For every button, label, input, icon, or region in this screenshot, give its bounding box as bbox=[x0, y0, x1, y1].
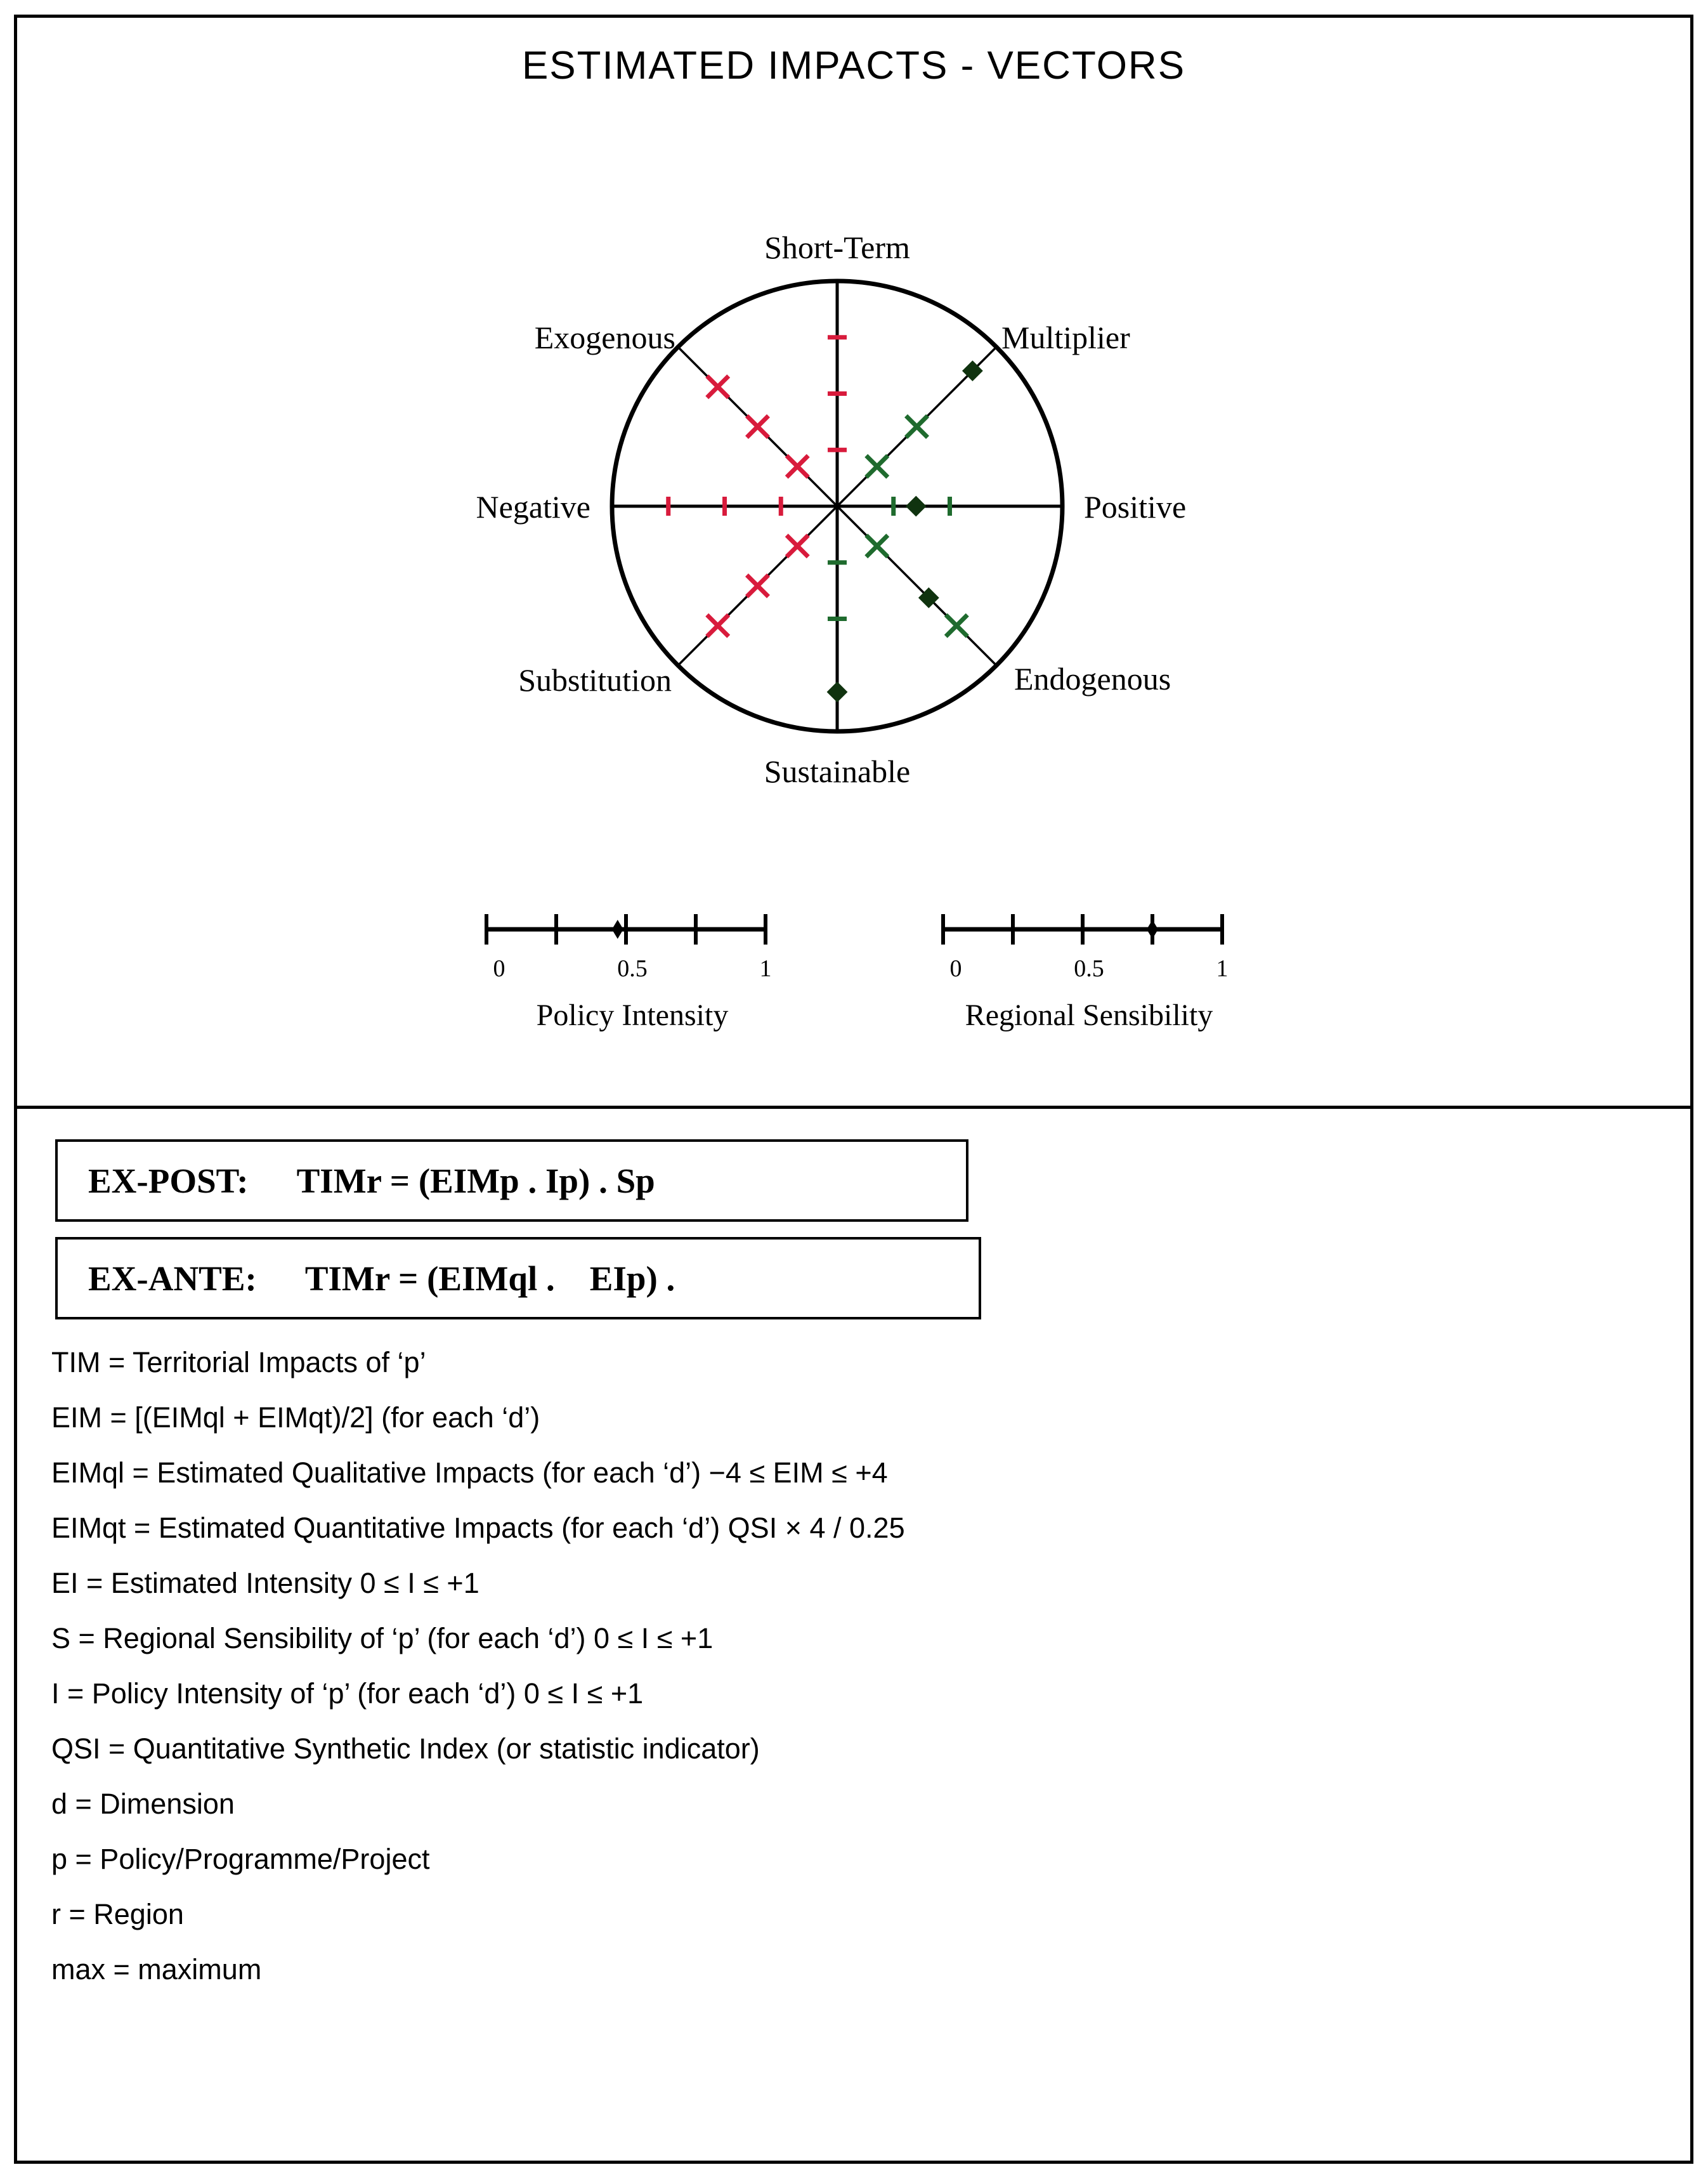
policy-intensity-tick-labels bbox=[486, 955, 778, 984]
value-marker-positive bbox=[906, 497, 925, 516]
definition-item: S = Regional Sensibility of ‘p’ (for each ‘d’) 0 ≤ I ≤ +1 bbox=[51, 1622, 714, 1654]
ex-ante-formula-box bbox=[55, 1237, 981, 1319]
definition-item: EI = Estimated Intensity 0 ≤ I ≤ +1 bbox=[51, 1567, 479, 1599]
definition-item: QSI = Quantitative Synthetic Index (or statistic indicator) bbox=[51, 1732, 760, 1765]
policy-tick-0-5: 0.5 bbox=[617, 955, 648, 982]
scales-row bbox=[17, 903, 1690, 1093]
policy-intensity-caption: Policy Intensity bbox=[536, 998, 729, 1032]
axis-label-sustainable: Sustainable bbox=[764, 754, 911, 789]
definition-item: EIMql = Estimated Qualitative Impacts (for each ‘d’) −4 ≤ EIM ≤ +4 bbox=[51, 1456, 888, 1489]
vector-diagram-panel bbox=[17, 18, 1690, 1109]
definition-item: EIM = [(EIMql + EIMqt)/2] (for each ‘d’) bbox=[51, 1401, 540, 1434]
value-marker-sustainable bbox=[828, 683, 847, 702]
regional-sensibility-scale bbox=[892, 903, 1286, 1033]
definitions-list bbox=[51, 1335, 1690, 1997]
definition-item: EIMqt = Estimated Quantitative Impacts (for each ‘d’) QSI × 4 / 0.25 bbox=[51, 1512, 905, 1544]
regional-sensibility-value-marker bbox=[1147, 920, 1158, 939]
definition-item: I = Policy Intensity of ‘p’ (for each ‘d’) 0 ≤ I ≤ +1 bbox=[51, 1677, 644, 1710]
definition-item: p = Policy/Programme/Project bbox=[51, 1843, 430, 1875]
axis-label-positive: Positive bbox=[1084, 489, 1187, 525]
ex-post-formula-box bbox=[55, 1139, 968, 1222]
policy-tick-1: 1 bbox=[759, 955, 772, 982]
regional-tick-1: 1 bbox=[1216, 955, 1229, 982]
axis-line-endogenous bbox=[837, 506, 996, 665]
definition-item: d = Dimension bbox=[51, 1788, 235, 1820]
regional-tick-0: 0 bbox=[949, 955, 962, 982]
regional-sensibility-caption: Regional Sensibility bbox=[965, 998, 1213, 1032]
ex-post-label: EX-POST: bbox=[88, 1161, 249, 1200]
regional-tick-0-5: 0.5 bbox=[1074, 955, 1104, 982]
axis-label-multiplier: Multiplier bbox=[1001, 319, 1130, 355]
figure-frame bbox=[14, 15, 1693, 2164]
axis-label-exogenous: Exogenous bbox=[534, 319, 675, 355]
ex-ante-label: EX-ANTE: bbox=[88, 1259, 257, 1298]
chart-title: ESTIMATED IMPACTS - VECTORS bbox=[521, 44, 1186, 88]
regional-sensibility-scale-svg bbox=[930, 903, 1248, 953]
regional-sensibility-tick-labels bbox=[943, 955, 1235, 984]
definition-item: r = Region bbox=[51, 1898, 184, 1930]
policy-intensity-scale-svg bbox=[474, 903, 791, 953]
policy-tick-0: 0 bbox=[493, 955, 505, 982]
axis-label-negative: Negative bbox=[476, 489, 590, 525]
axis-label-short-term: Short-Term bbox=[764, 230, 910, 265]
axis-label-substitution: Substitution bbox=[518, 662, 672, 698]
impact-wheel-svg bbox=[17, 18, 1697, 906]
policy-intensity-value-marker bbox=[612, 920, 623, 939]
ex-post-expression: TIMr = (EIMp . Ip) . Sp bbox=[296, 1161, 655, 1200]
ex-ante-expression: TIMr = (EIMql . EIp) . bbox=[304, 1259, 675, 1298]
policy-intensity-scale bbox=[436, 903, 829, 1033]
definition-item: TIM = Territorial Impacts of ‘p’ bbox=[51, 1346, 426, 1378]
formula-panel bbox=[17, 1109, 1690, 2164]
axis-label-endogenous: Endogenous bbox=[1014, 661, 1171, 697]
impact-wheel bbox=[17, 18, 1697, 906]
definition-item: max = maximum bbox=[51, 1953, 262, 1986]
